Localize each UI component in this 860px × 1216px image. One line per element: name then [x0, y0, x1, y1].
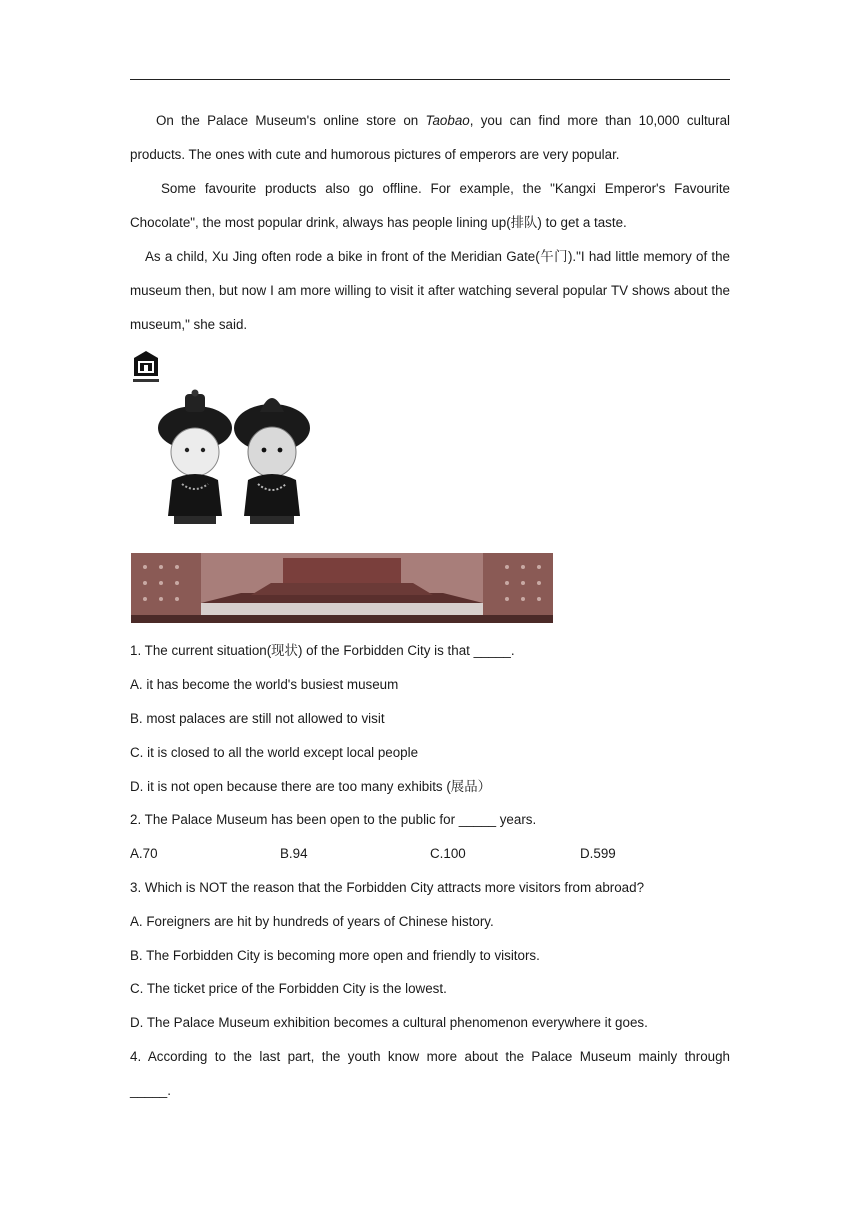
question-2-option-c[interactable]: C.100 [430, 846, 466, 861]
question-4-stem-line1: 4. According to the last part, the youth know more about the Palace Museum mainly through [130, 1049, 730, 1064]
forbidden-city-banner [131, 553, 553, 623]
question-2-stem: 2. The Palace Museum has been open to the public for _____ years. [130, 812, 537, 827]
question-1-option-b[interactable]: B. most palaces are still not allowed to visit [130, 711, 385, 726]
palace-museum-taobao-logo [131, 350, 161, 386]
paragraph-xu-jing: As a child, Xu Jing often rode a bike in front of the Meridian Gate(午门)."I had little memory of the museum then, but now I am more willing to visit it after watching several popular TV shows about the museum," she said. [130, 249, 730, 332]
emperor-empress-dolls [150, 388, 320, 530]
question-1-option-c[interactable]: C. it is closed to all the world except local people [130, 745, 419, 760]
question-2-option-a[interactable]: A.70 [130, 846, 158, 861]
question-1-option-d[interactable]: D. it is not open because there are too many exhibits (展品） [130, 779, 491, 794]
paragraph-online-store: On the Palace Museum's online store on Taobao, you can find more than 10,000 cultural products. The ones with cute and humorous pictures of emperors are very popular. [130, 113, 730, 162]
header-rule [130, 79, 730, 80]
question-2-option-b[interactable]: B.94 [280, 846, 308, 861]
question-1-stem: 1. The current situation(现状) of the Forbidden City is that _____. [130, 643, 515, 658]
question-3-option-a[interactable]: A. Foreigners are hit by hundreds of years of Chinese history. [130, 914, 494, 929]
question-3-stem: 3. Which is NOT the reason that the Forbidden City attracts more visitors from abroad? [130, 880, 645, 895]
question-2-option-d[interactable]: D.599 [580, 846, 616, 861]
question-4-stem-line2: _____. [130, 1083, 171, 1098]
question-3-option-c[interactable]: C. The ticket price of the Forbidden City is the lowest. [130, 981, 447, 996]
question-3-option-d[interactable]: D. The Palace Museum exhibition becomes a cultural phenomenon everywhere it goes. [130, 1015, 648, 1030]
question-1-option-a[interactable]: A. it has become the world's busiest museum [130, 677, 399, 692]
taobao-italic: Taobao [425, 113, 470, 128]
paragraph-offline-products: Some favourite products also go offline. For example, the "Kangxi Emperor's Favourite Chocolate", the most popular drink, always has people lining up(排队) to get a taste. [130, 181, 730, 230]
question-3-option-b[interactable]: B. The Forbidden City is becoming more open and friendly to visitors. [130, 948, 540, 963]
